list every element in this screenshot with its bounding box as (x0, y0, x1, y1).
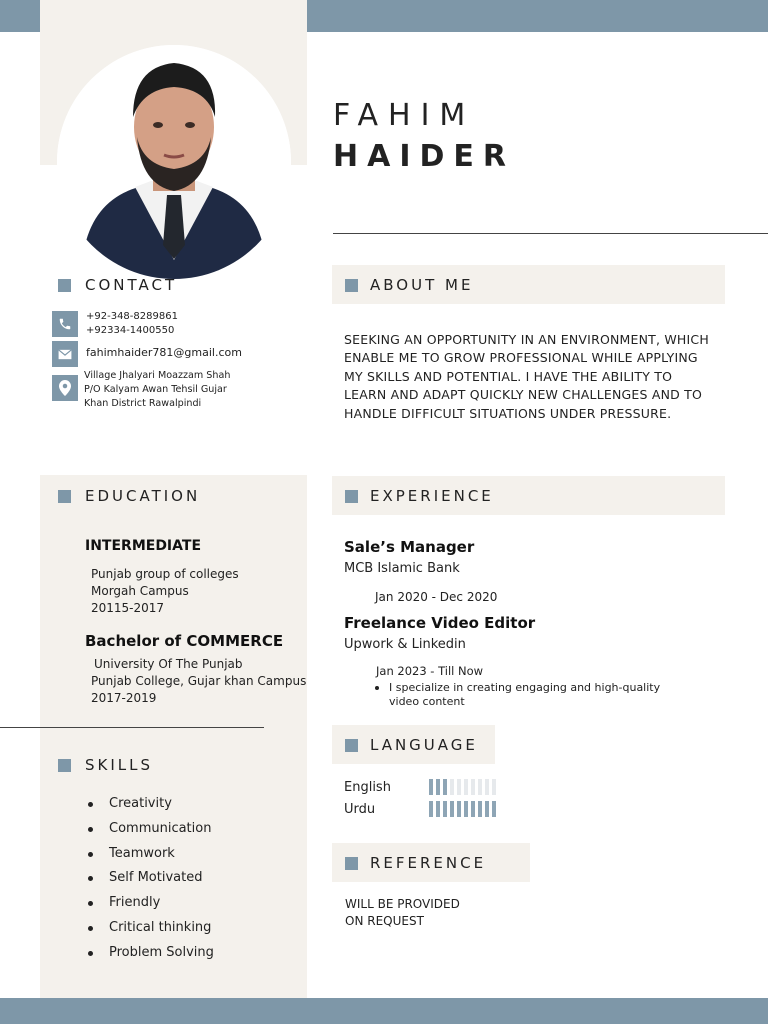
reference-line: WILL BE PROVIDED (345, 897, 460, 911)
language-level-bar (478, 801, 482, 817)
address-line: P/O Kalyam Awan Tehsil Gujar (84, 384, 227, 395)
language-level-bar (492, 779, 496, 795)
education-divider (0, 727, 264, 728)
location-pin-icon (52, 375, 78, 401)
skills-list (85, 792, 214, 966)
experience-org: Upwork & Linkedin (344, 637, 466, 652)
contact-heading-text: CONTACT (85, 276, 178, 294)
phone-numbers (86, 310, 178, 338)
language-level-bar (485, 801, 489, 817)
language-level-bar (471, 801, 475, 817)
language-level-bar (464, 801, 468, 817)
phone-icon (52, 311, 78, 337)
reference-text (345, 896, 460, 930)
experience-dates: Jan 2023 - Till Now (376, 664, 484, 678)
skill-item: Communication (85, 817, 214, 842)
language-level-bars (429, 779, 496, 795)
envelope-icon (52, 341, 78, 367)
address-line: Khan District Rawalpindi (84, 398, 202, 409)
language-heading-text: LANGUAGE (370, 736, 478, 754)
education-title: INTERMEDIATE (85, 538, 202, 554)
experience-description (374, 681, 674, 709)
experience-role: Sale’s Manager (344, 538, 475, 556)
skill-item: Self Motivated (85, 866, 214, 891)
experience-bullet: I specialize in creating engaging and high-quality (374, 681, 674, 695)
phone-primary[interactable]: +92-348-8289861 (86, 311, 178, 322)
experience-heading (345, 487, 494, 505)
language-level-bar (492, 801, 496, 817)
education-campus: Morgah Campus (91, 584, 189, 598)
education-heading (58, 487, 200, 505)
last-name: HAIDER (333, 139, 515, 174)
language-level-bar (464, 779, 468, 795)
skill-item: Teamwork (85, 842, 214, 867)
education-years: 2017-2019 (91, 691, 157, 705)
experience-org: MCB Islamic Bank (344, 561, 460, 576)
education-details (91, 656, 306, 707)
heading-marker-icon (58, 759, 71, 772)
bottom-accent-band (0, 998, 768, 1024)
heading-marker-icon (345, 857, 358, 870)
skill-item: Problem Solving (85, 941, 214, 966)
education-institution: Punjab group of colleges (91, 567, 239, 581)
education-title: Bachelor of COMMERCE (85, 632, 284, 650)
about-line: LEARN AND ADAPT QUICKLY NEW CHALLENGES AND TO (344, 387, 702, 403)
contact-heading (58, 276, 177, 294)
education-heading-text: EDUCATION (85, 487, 201, 505)
language-level-bar (436, 801, 440, 817)
heading-marker-icon (345, 490, 358, 503)
language-level-bar (485, 779, 489, 795)
about-heading (345, 276, 473, 294)
about-heading-text: ABOUT ME (370, 276, 474, 294)
profile-photo (57, 45, 291, 279)
address-line: Village Jhalyari Moazzam Shah (84, 370, 231, 381)
education-years: 20115-2017 (91, 601, 165, 615)
about-line: MY SKILLS AND POTENTIAL. I HAVE THE ABILITY TO (344, 368, 673, 384)
heading-marker-icon (345, 739, 358, 752)
language-level-bar (457, 779, 461, 795)
heading-marker-icon (58, 490, 71, 503)
heading-marker-icon (58, 279, 71, 292)
experience-role: Freelance Video Editor (344, 614, 536, 632)
education-details (91, 566, 239, 617)
reference-heading (345, 854, 486, 872)
language-level-bar (429, 801, 433, 817)
experience-bullet-continuation: video content (389, 695, 465, 708)
language-name: Urdu (344, 802, 376, 817)
first-name: FAHIM (333, 98, 476, 133)
language-level-bar (436, 779, 440, 795)
skill-item: Critical thinking (85, 916, 214, 941)
address-block (84, 369, 230, 411)
reference-heading-text: REFERENCE (370, 854, 487, 872)
skills-heading (58, 756, 153, 774)
language-level-bar (429, 779, 433, 795)
experience-heading-text: EXPERIENCE (370, 487, 494, 505)
language-level-bar (478, 779, 482, 795)
reference-line: ON REQUEST (345, 914, 424, 928)
education-institution: University Of The Punjab (94, 657, 243, 671)
language-name: English (344, 780, 391, 795)
about-line: ENABLE ME TO GROW PROFESSIONAL WHILE APPLYING (344, 350, 698, 366)
name-divider (333, 233, 768, 234)
language-level-bar (471, 779, 475, 795)
skill-item: Friendly (85, 891, 214, 916)
skills-heading-text: SKILLS (85, 756, 154, 774)
language-level-bar (450, 801, 454, 817)
language-heading (345, 736, 478, 754)
language-level-bar (443, 801, 447, 817)
education-campus: Punjab College, Gujar khan Campus (91, 674, 307, 688)
skill-item: Creativity (85, 792, 214, 817)
phone-secondary[interactable]: +92334-1400550 (86, 325, 175, 336)
language-level-bar (450, 779, 454, 795)
language-level-bars (429, 801, 496, 817)
about-line: HANDLE DIFFICULT SITUATIONS UNDER PRESSURE. (344, 405, 672, 421)
experience-dates: Jan 2020 - Dec 2020 (375, 590, 498, 604)
language-level-bar (443, 779, 447, 795)
heading-marker-icon (345, 279, 358, 292)
language-level-bar (457, 801, 461, 817)
about-line: SEEKING AN OPPORTUNITY IN AN ENVIRONMENT, WHICH (344, 332, 709, 347)
profile-photo-illustration (57, 45, 291, 279)
email-link[interactable]: fahimhaider781@gmail.com (86, 346, 242, 359)
about-text (344, 331, 734, 423)
